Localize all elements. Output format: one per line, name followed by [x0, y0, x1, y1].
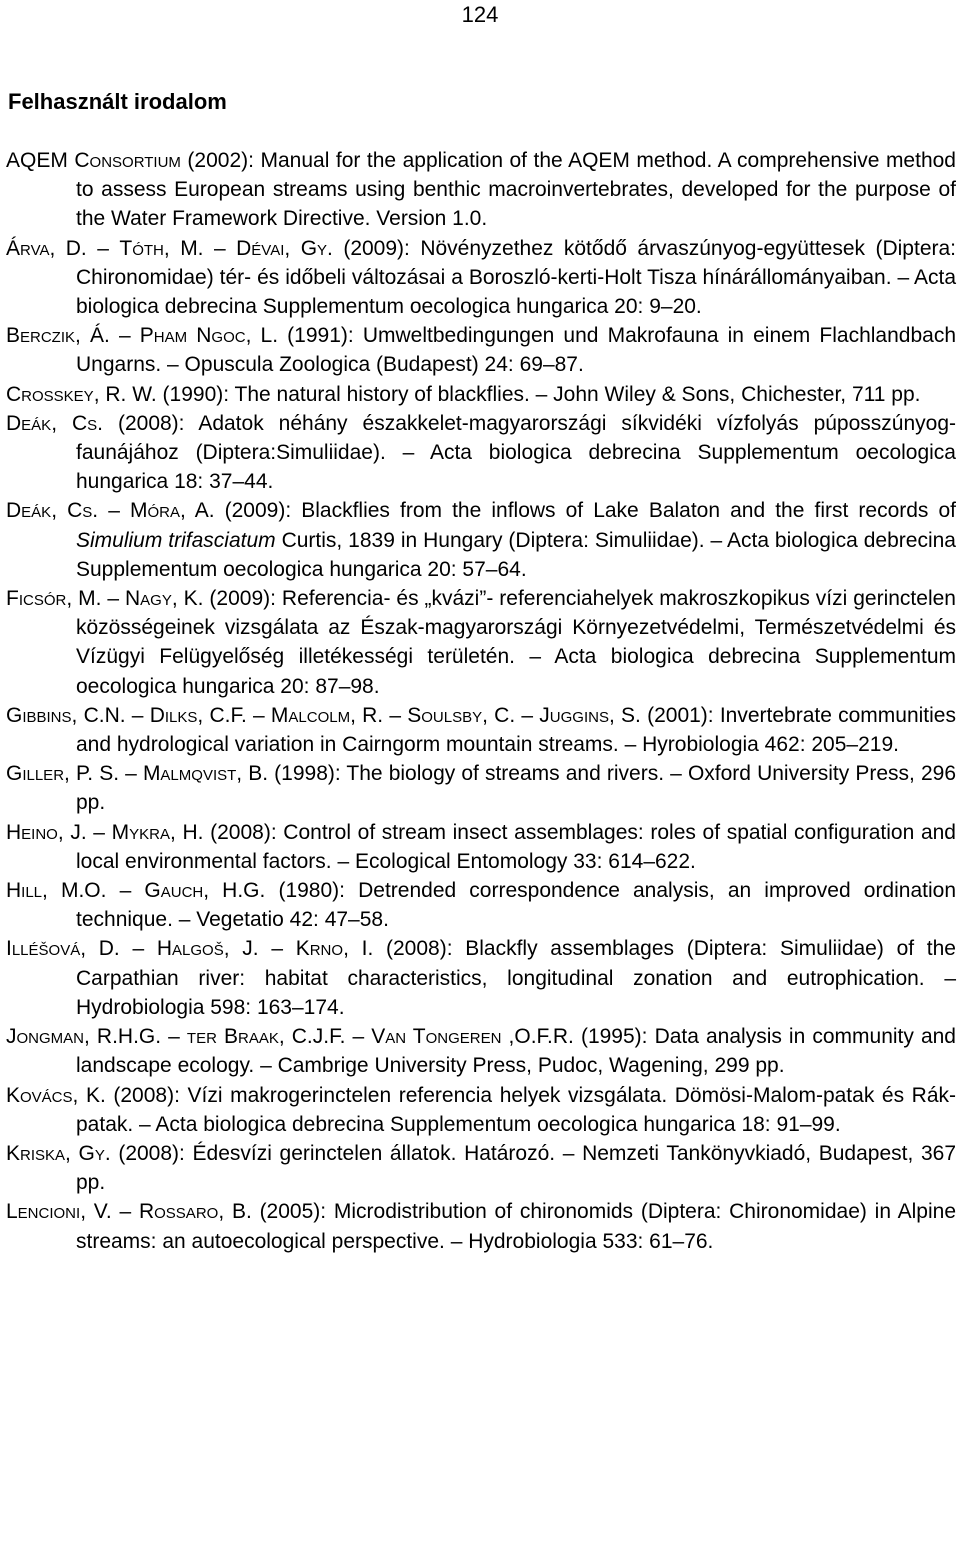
author-name: Gy [78, 1141, 105, 1165]
reference-text: , M. – [163, 236, 237, 260]
author-name: Halgoš [156, 937, 224, 961]
author-name: Cs [67, 499, 93, 523]
reference-entry [6, 818, 956, 876]
reference-entry [6, 701, 956, 759]
reference-text: , D. – [80, 937, 157, 961]
author-name: Mykra [111, 820, 170, 844]
author-name: Jongman [6, 1025, 84, 1049]
reference-text: , D. – [49, 236, 120, 260]
author-name: Móra [129, 499, 180, 523]
reference-list [6, 146, 956, 1256]
reference-text: , [51, 499, 68, 523]
reference-entry [6, 1081, 956, 1139]
reference-text: , J. – [223, 937, 296, 961]
reference-text: , V. – [80, 1200, 139, 1224]
reference-entry [6, 496, 956, 584]
reference-text: , [51, 411, 72, 435]
reference-text: , B. (2005): Microdistribution of chironomids (Diptera: Chironomidae) in Alpine streams: an autoecological perspective. – Hydrobiologia 533: 61–76. [76, 1200, 956, 1253]
reference-entry [6, 234, 956, 322]
reference-entry [6, 409, 956, 497]
author-name: Deák [6, 499, 52, 523]
reference-entry [6, 759, 956, 817]
author-name: Heino [6, 820, 58, 844]
author-name: ter Braak [186, 1025, 279, 1049]
species-name: Simulium trifasciatum [76, 528, 276, 552]
author-name: Gibbins [6, 703, 72, 727]
reference-entry [6, 876, 956, 934]
author-name: Illéšová [6, 937, 81, 961]
reference-text: , C.F. – [197, 703, 271, 727]
reference-entry [6, 584, 956, 701]
author-name: Nagy [125, 587, 172, 611]
reference-text: , K. (2009): Referencia- és „kvázi”- referenciahelyek makroszkopikus vízi gerinctelen közösségeinek vizsgálata az Észak-magyarországi Környezetvédelmi, Természetvédelmi és Vízügyi Felügyelőség illetékességi területén. – Acta biologica debrecina Supplementum oecologica hungarica 20: 87–98. [76, 587, 956, 698]
author-name: Kriska [6, 1141, 66, 1165]
reference-text: Curtis, 1839 in Hungary (Diptera: Simuliidae). – Acta biologica debrecina Supplementum oecologica hungarica 20: 57–64. [76, 528, 956, 581]
reference-text: . (2009): Növényzethez kötődő árvaszúnyog-együttesek (Diptera: Chironomidae) tér- és időbeli változásai a Boroszló-kerti-Holt Tisza hínárállományaiban. – Acta biologica debrecina Supplementum oecologica hungarica 20: 9–20. [76, 236, 957, 319]
author-name: Berczik [6, 324, 76, 348]
author-name: Gy [300, 236, 328, 260]
reference-text: , R. – [350, 703, 408, 727]
reference-text: , R.H.G. – [84, 1025, 187, 1049]
author-name: Dévai [236, 236, 285, 260]
reference-entry [6, 934, 956, 1022]
reference-text: , K. (2008): Vízi makrogerinctelen referencia helyek vizsgálata. Dömösi-Malom-patak és Rák-patak. – Acta biologica debrecina Supplementum oecologica hungarica 18: 91–99. [72, 1083, 956, 1136]
author-name: Juggins [539, 703, 609, 727]
reference-entry [6, 321, 956, 379]
reference-entry [6, 146, 956, 234]
author-name: Kovács [6, 1083, 73, 1107]
reference-text: , R. W. (1990): The natural history of blackflies. – John Wiley & Sons, Chichester, 711 pp. [93, 382, 921, 406]
reference-text: , S. (2001): Invertebrate communities and hydrological variation in Cairngorm mountain streams. – Hyrobiologia 462: 205–219. [76, 703, 956, 757]
author-name: Gauch [144, 879, 204, 903]
reference-text: , C.J.F. – [278, 1025, 372, 1049]
reference-text: , H. (2008): Control of stream insect assemblages: roles of spatial configuration and local environmental factors. – Ecological Entomology 33: 614–622. [76, 820, 956, 873]
author-name: Cs [72, 411, 98, 435]
reference-entry [6, 380, 956, 409]
author-name: Hill [6, 879, 43, 903]
author-name: Soulsby [407, 703, 483, 727]
reference-text: , C.N. – [71, 703, 150, 727]
author-name: Ficsór [6, 587, 67, 611]
author-name: Pham Ngoc [139, 324, 246, 348]
reference-text: , P. S. – [64, 762, 143, 786]
author-name: Dilks [149, 703, 198, 727]
author-name: Van Tongeren [371, 1025, 502, 1049]
reference-text: , J. – [57, 820, 112, 844]
reference-text: , M. – [66, 587, 126, 611]
reference-text: AQEM [6, 149, 75, 172]
reference-entry [6, 1022, 956, 1080]
reference-text: . – [92, 499, 130, 523]
author-name: Deák [6, 411, 52, 435]
reference-text: , A. (2009): Blackflies from the inflows of Lake Balaton and the first records of [179, 499, 957, 523]
reference-entry [6, 1139, 956, 1197]
page-number: 124 [461, 2, 499, 27]
section-heading: Felhasznált irodalom [8, 89, 227, 114]
author-name: Tóth [119, 236, 164, 260]
author-name: Krno [295, 937, 344, 961]
author-name: Rossaro [138, 1200, 219, 1224]
author-name: Árva [6, 236, 50, 260]
reference-text: , [284, 236, 301, 260]
author-name: Consortium [74, 149, 181, 172]
author-name: Lencioni [6, 1200, 81, 1224]
reference-text: . (2008): Édesvízi gerinctelen állatok. Határozó. – Nemzeti Tankönyvkiadó, Budapest, 367 pp. [76, 1141, 956, 1195]
reference-text: , C. – [482, 703, 540, 727]
author-name: Malmqvist [142, 762, 237, 786]
reference-entry [6, 1197, 956, 1255]
reference-text: , H.G. (1980): Detrended correspondence analysis, an improved ordination technique. – Vegetatio 42: 47–58. [76, 879, 956, 932]
reference-text: (2002): Manual for the application of the AQEM method. A comprehensive method to assess European streams using benthic macroinvertebrates, developed for the purpose of the Water Framework Directive. Version 1.0. [76, 149, 956, 231]
reference-text: , [65, 1141, 79, 1165]
reference-text: , B. (1998): The biology of streams and rivers. – Oxford University Press, 296 pp. [76, 762, 957, 815]
author-name: Crosskey [6, 382, 94, 406]
reference-text: . (2008): Adatok néhány északkelet-magyarországi síkvidéki vízfolyás púposszúnyog-faunájához (Diptera:Simuliidae). – Acta biologica debrecina Supplementum oecologica hungarica 18: 37–44. [76, 411, 957, 494]
reference-text: , Á. – [75, 324, 140, 348]
author-name: Giller [6, 762, 65, 786]
reference-text: , M.O. – [42, 879, 145, 903]
reference-text: , I. (2008): Blackfly assemblages (Diptera: Simuliidae) of the Carpathian river: habitat characteristics, longitudinal zonation and eutrophication. – Hydrobiologia 598: 163–174. [76, 937, 956, 1019]
reference-text: , L. (1991): Umweltbedingungen und Makrofauna in einem Flachlandbach Ungarns. – Opuscula Zoologica (Budapest) 24: 69–87. [76, 324, 957, 377]
author-name: Malcolm [270, 703, 351, 727]
reference-text: ,O.F.R. (1995): Data analysis in community and landscape ecology. – Cambrige University Press, Pudoc, Wagening, 299 pp. [76, 1025, 956, 1078]
